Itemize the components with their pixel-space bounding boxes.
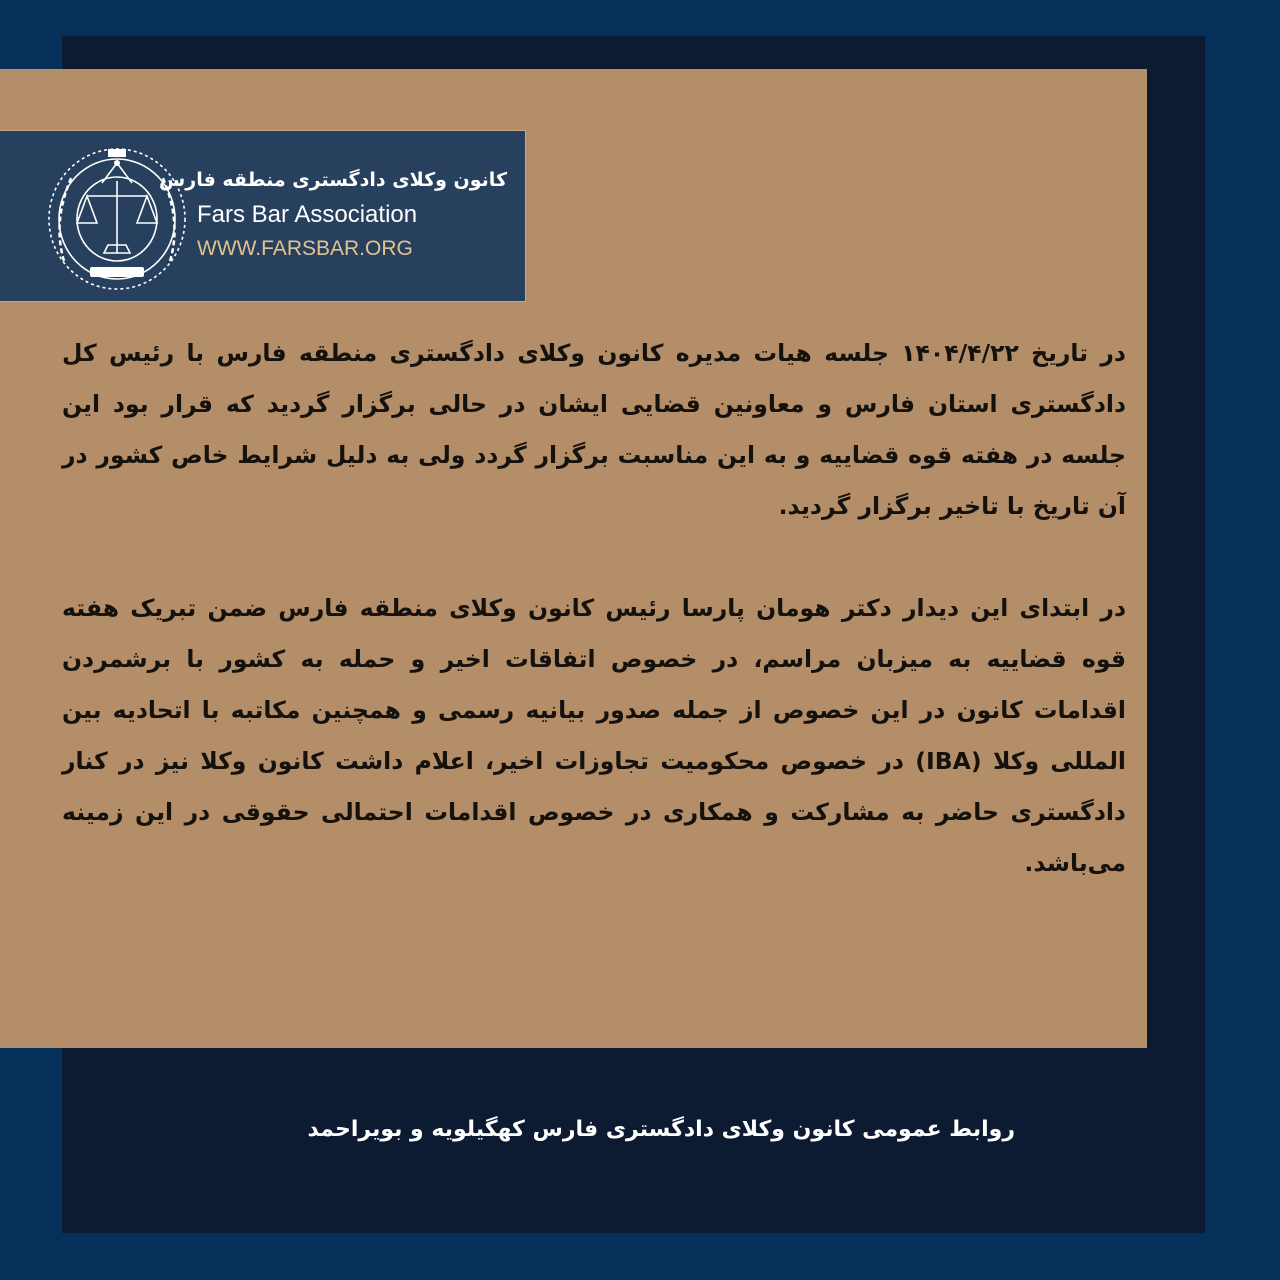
footer-public-relations: روابط عمومی کانون وکلای دادگستری فارس کهگیلویه و بویراحمد	[307, 1117, 1015, 1142]
org-name-persian: کانون وکلای دادگستری منطقه فارس	[159, 169, 507, 191]
website-link[interactable]: WWW.FARSBAR.ORG	[197, 237, 413, 260]
announcement-body	[62, 328, 1126, 889]
org-name-english: Fars Bar Association	[197, 201, 418, 228]
paragraph-meeting: در تاریخ ۱۴۰۴/۴/۲۲ جلسه هیات مدیره کانون وکلای دادگستری منطقه فارس با رئیس کل دادگستری استان فارس و معاونین قضایی ایشان در حالی برگزار گردید که قرار بود این جلسه در هفته قوه قضاییه و به این مناسبت برگزار گردد ولی به دلیل شرایط خاص کشور در آن تاریخ با تاخیر برگزار گردید.	[62, 339, 1126, 520]
bar-association-seal-icon	[42, 141, 192, 293]
header-card	[0, 130, 526, 302]
paragraph-statements: در ابتدای این دیدار دکتر هومان پارسا رئیس کانون وکلای منطقه فارس ضمن تبریک هفته قوه قضاییه به میزبان مراسم، در خصوص اتفاقات اخیر و حمله به کشور با برشمردن اقدامات کانون در این خصوص از جمله صدور بیانیه رسمی و همچنین مکاتبه با اتحادیه بین المللی وکلا (IBA) در خصوص محکومیت تجاوزات اخیر، اعلام داشت کانون وکلا نیز در کنار دادگستری حاضر به مشارکت و همکاری در خصوص اقدامات احتمالی حقوقی در این زمینه می‌باشد.	[62, 594, 1126, 877]
